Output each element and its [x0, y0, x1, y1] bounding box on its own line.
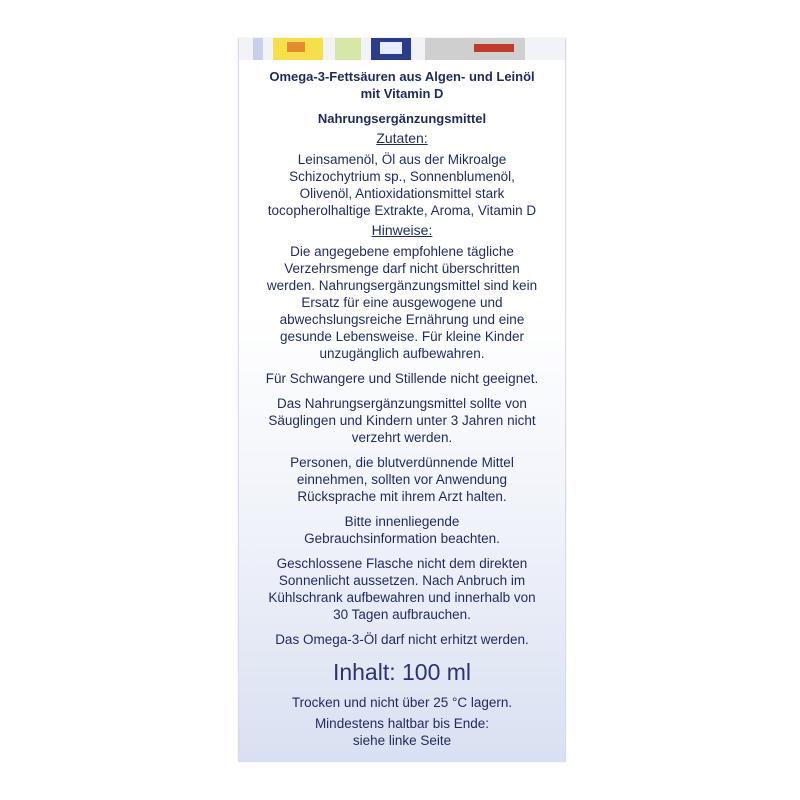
notes-line: 30 Tagen aufbrauchen. — [333, 607, 471, 622]
notes-line: Das Nahrungsergänzungsmittel sollte von — [277, 396, 527, 411]
notes-line: Sonnenlicht aussetzen. Nach Anbruch im — [278, 573, 526, 588]
notes-line: Für Schwangere und Stillende nicht geeignet. — [265, 371, 539, 386]
notes-heading: Hinweise: — [371, 222, 433, 238]
best-before-line: Mindestens haltbar bis Ende: — [314, 716, 490, 731]
best-before — [239, 715, 565, 749]
product-title — [239, 68, 565, 102]
notes-line: Rücksprache mit ihrem Arzt halten. — [297, 489, 507, 504]
notes-line: einnehmen, sollten vor Anwendung — [296, 472, 508, 487]
ingredients-heading: Zutaten: — [376, 130, 428, 146]
notes-paragraph-storage — [239, 555, 565, 623]
notes-line: Kühlschrank aufbewahren und innerhalb von — [268, 590, 536, 605]
flap-graphic — [253, 38, 263, 60]
notes-paragraph-dosage — [239, 243, 565, 362]
notes-line: gesunde Lebensweise. Für kleine Kinder — [280, 329, 524, 344]
notes-paragraph-pregnancy — [239, 370, 565, 387]
notes-line: Personen, die blutverdünnende Mittel — [290, 455, 514, 470]
notes-line: Gebrauchsinformation beachten. — [304, 531, 500, 546]
notes-line: Verzehrsmenge darf nicht überschritten — [284, 261, 520, 276]
top-flap-graphics — [239, 38, 565, 60]
notes-paragraph-blood-thinners — [239, 454, 565, 505]
content-amount: Inhalt: 100 ml — [332, 659, 472, 685]
notes-paragraph-children — [239, 395, 565, 446]
flap-graphic — [335, 38, 361, 60]
notes-line: werden. Nahrungsergänzungsmittel sind kein — [266, 278, 538, 293]
flap-graphic — [474, 44, 514, 52]
notes-line: Das Omega-3-Öl darf nicht erhitzt werden. — [275, 632, 529, 647]
product-title-line: Omega-3-Fettsäuren aus Algen- und Leinöl — [269, 69, 535, 84]
ingredients-line: Schizochytrium sp., Sonnenblumenöl, — [289, 169, 515, 184]
label-text — [239, 68, 565, 749]
notes-line: Geschlossene Flasche nicht dem direkten — [276, 556, 528, 571]
storage-instructions: Trocken und nicht über 25 °C lagern. — [291, 695, 513, 710]
flap-graphic — [380, 42, 402, 54]
product-title-line: mit Vitamin D — [360, 86, 444, 101]
flap-graphic — [287, 42, 305, 52]
notes-paragraph-heating — [239, 631, 565, 648]
notes-line: unzugänglich aufbewahren. — [319, 346, 485, 361]
notes-line: Die angegebene empfohlene tägliche — [290, 244, 514, 259]
ingredients-line: Leinsamenöl, Öl aus der Mikroalge — [297, 152, 507, 167]
notes-line: Säuglingen und Kindern unter 3 Jahren nicht — [268, 413, 536, 428]
ingredients-list — [239, 151, 565, 219]
ingredients-line: Olivenöl, Antioxidationsmittel stark — [299, 186, 505, 201]
best-before-line: siehe linke Seite — [352, 733, 452, 748]
notes-line: Ersatz für eine ausgewogene und — [301, 295, 503, 310]
notes-paragraph-leaflet — [239, 513, 565, 547]
product-category: Nahrungsergänzungsmittel — [317, 111, 487, 126]
notes-line: abwechslungsreiche Ernährung und eine — [279, 312, 525, 327]
package-side-panel — [238, 38, 566, 762]
ingredients-line: tocopherolhaltige Extrakte, Aroma, Vitamin D — [267, 203, 537, 218]
notes-line: Bitte innenliegende — [344, 514, 460, 529]
notes-line: verzehrt werden. — [351, 430, 453, 445]
